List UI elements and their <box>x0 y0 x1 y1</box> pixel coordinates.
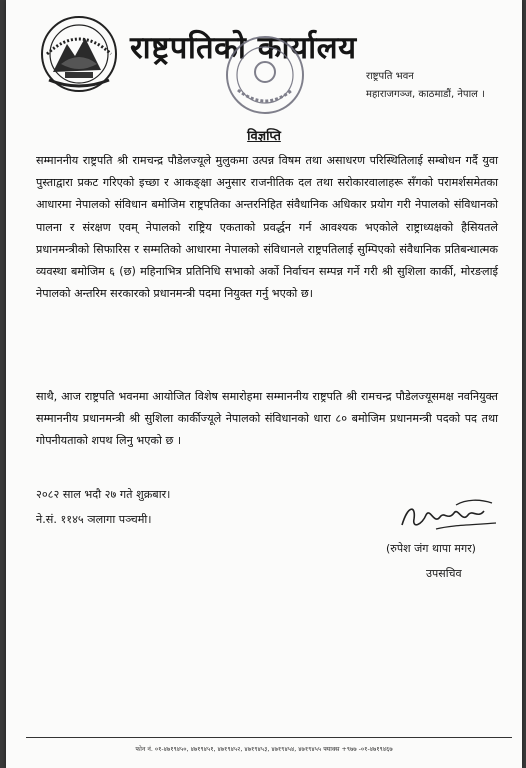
address-line-building: राष्ट्रपति भवन <box>366 71 414 82</box>
letter-sheet <box>6 0 522 768</box>
address-line-location: महाराजगञ्ज, काठमाडौं, नेपाल । <box>366 89 485 100</box>
notice-heading-text: विज्ञप्ति <box>247 129 281 144</box>
footer-divider <box>26 737 512 738</box>
nepal-sambat-date-line: ने.सं. ११४५ ञलागा पञ्चमी। <box>36 513 152 526</box>
footer-contact: फोन नं. ०१-४७१९४५०, ४७१९४५१, ४७१९४५२, ४७१९४५३, ४७१९४५४, ४७१९४५५ फ्याक्स +९७७ -०१-४७१९४६७ <box>135 746 393 753</box>
signatory-title: उपसचिव <box>426 567 462 580</box>
office-stamp-seal <box>224 34 306 116</box>
date-line: २०८२ साल भदौ २७ गते शुक्रबार। <box>36 488 171 501</box>
nepal-emblem-logo <box>39 14 119 94</box>
office-title: राष्ट्रपतिको कार्यालय <box>130 30 357 66</box>
notice-heading <box>6 126 522 144</box>
notice-paragraph-2: साथै, आज राष्ट्रपति भवनमा आयोजित विशेष समारोहमा सम्माननीय राष्ट्रपति श्री रामचन्द्र पौडेलज्यूसमक्ष नवनियुक्त सम्माननीय प्रधानमन्त्री श्री सुशिला कार्कीज्यूले नेपालको संविधानको धारा ८० बमोजिम प्रधानमन्त्री पदको पद तथा गोपनीयताको शपथ लिनु भएको छ । <box>36 390 498 448</box>
signatory-name: (रुपेश जंग थापा मगर) <box>386 542 476 555</box>
notice-paragraph-1: सम्माननीय राष्ट्रपति श्री रामचन्द्र पौडेलज्यूले मुलुकमा उत्पन्न विषम तथा असाधरण परिस्थितिलाई सम्बोधन गर्दै युवा पुस्ताद्वारा प्रकट गरिएको इच्छा र आकङ्क्षा अनुसार राजनीतिक दल तथा सरोकारवालाहरू सँगको परामर्शसमेतका आधारमा नेपालको संविधान बमोजिम राष्ट्रपतिका अन्तरनिहित संवैधानिक अधिकार प्रयोग गरी नेपालको संविधानको पालना र संरक्षण एवम् नेपालको राष्ट्रिय एकताको प्रवर्द्धन गर्न आवश्यक भएकोले राष्ट्राध्यक्षको हैसियतले प्रधानमन्त्रीको सिफारिस र सम्मतिको आधारमा नेपालको संविधानले राष्ट्रपतिलाई सुम्पिएको संवैधानिक प्रतिबन्धात्मक व्यवस्था बमोजिम ६ (छ) महिनाभित्र प्रतिनिधि सभाको अर्को निर्वाचन सम्पन्न गर्ने गरी श्री सुशिला कार्की, मोरङलाई नेपालको अन्तरिम सरकारको प्रधानमन्त्री पदमा नियुक्त गर्नु भएको छ। <box>36 154 498 301</box>
handwritten-signature <box>396 495 506 540</box>
